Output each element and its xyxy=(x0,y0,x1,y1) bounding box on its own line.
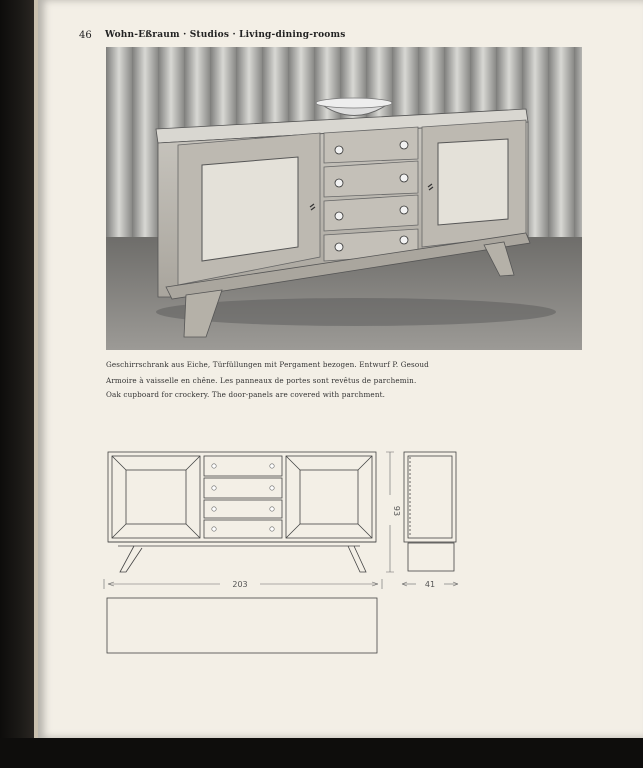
caption-french: Armoire à vaisselle en chêne. Les panneaux de portes sont revêtus de parchemin. xyxy=(106,376,417,385)
sideboard-photo xyxy=(106,47,582,350)
caption-english: Oak cupboard for crockery. The door-panels are covered with parchment. xyxy=(106,390,386,399)
running-title: Wohn-Eßraum · Studios · Living-dining-rooms xyxy=(105,30,346,40)
technical-drawing xyxy=(98,445,468,660)
page-number: 46 xyxy=(79,30,92,41)
depth-dimension: 41 xyxy=(424,580,436,589)
width-dimension: 203 xyxy=(232,580,248,589)
background-edge xyxy=(0,738,643,768)
book-spine xyxy=(0,0,34,740)
height-dimension: 93 xyxy=(392,505,401,517)
caption-german: Geschirrschrank aus Eiche, Türfüllungen mit Pergament bezogen. Entwurf P. Gesoud xyxy=(106,360,429,369)
